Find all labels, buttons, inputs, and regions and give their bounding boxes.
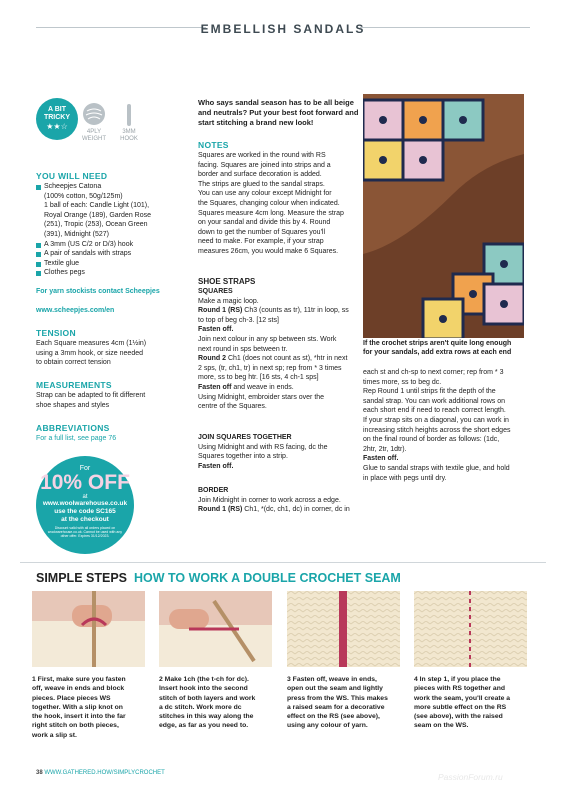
list-item: Scheepjes Catona — [36, 182, 176, 192]
promo-fine-print: Discount valid with all orders placed on woolwarehouse.co.uk. Cannot be used with any other offer. Expires 31/12/2023. — [47, 526, 123, 538]
list-item: A pair of sandals with straps — [36, 249, 176, 259]
measurements-text: Strap can be adapted to fit different shoe shapes and styles — [36, 392, 146, 409]
step-1-text: 1 First, make sure you fasten off, weave in ends and block pieces. Place pieces WS together. With a slip knot on the hook, insert it into the far right stitch on both pieces, work a slip st. — [32, 676, 126, 739]
simple-steps-title: SIMPLE STEPS HOW TO WORK A DOUBLE CROCHET SEAM — [36, 571, 401, 585]
difficulty-line2: TRICKY — [43, 114, 71, 121]
list-item: Royal Orange (189), Garden Rose — [44, 211, 151, 219]
shoe-straps-heading: SHOE STRAPS — [198, 277, 256, 286]
tension-heading: TENSION — [36, 328, 76, 338]
step-2-photo — [159, 591, 272, 667]
promo-site: www.woolwarehouse.co.uk — [42, 500, 128, 507]
page-header-title: EMBELLISH SANDALS — [200, 22, 366, 36]
notes-text: Squares are worked in the round with RS facing. Squares are joined into strips and a border and surface decoration is added. The strips are glued to the sandal straps. You can use any colour except Midnight for the Squares, changing colour when indicated. Squares measure 4cm long. Measure the strap on your sandal and divide this by 4. Round down to get the number of Squares you'll need to make. For example, if your strap measures 26cm, you would make 6 Squares. — [198, 152, 344, 255]
watermark: PassionForum.ru — [438, 772, 503, 782]
materials-list — [36, 182, 176, 278]
difficulty-stars: ★★☆ — [46, 122, 68, 131]
list-item: (251), Tropic (253), Ocean Green — [44, 221, 148, 229]
list-item: (391), Midnight (527) — [44, 230, 109, 238]
photo-caption: If the crochet strips aren't quite long enough for your sandals, add extra rows at each end — [363, 340, 512, 357]
page-footer — [36, 770, 165, 776]
step-4-photo — [414, 591, 527, 667]
measurements-heading: MEASUREMENTS — [36, 380, 112, 390]
abbreviations-text: For a full list, see page 76 — [36, 435, 117, 442]
stockists-link[interactable]: www.scheepjes.com/en — [36, 307, 115, 314]
abbreviations-heading: ABBREVIATIONS — [36, 423, 110, 433]
yarn-ball-icon — [83, 103, 105, 125]
promo-checkout: at the checkout — [61, 516, 109, 523]
list-item: Clothes pegs — [36, 268, 176, 278]
shoe-straps-text: SQUARES Make a magic loop. Round 1 (RS) Ch3 (counts as tr), 11tr in loop, ss to top of beg ch-3. [12 sts] Fasten off. Join next colour in any sp between sts. Work next round in sps between tr. Round 2 Ch1 (does not count as st), *htr in next 2 sps, (tr, ch1, tr) in next sp; rep from * 3 times more, ss to beg htr. [16 sts, 4 ch-1 sps] Fasten off and weave in ends. Using Midnight, embroider stars over the centre of the Squares. — [198, 288, 349, 411]
stockists-text: For yarn stockists contact Scheepjes — [36, 288, 160, 295]
hook-size-label: 3MM HOOK — [120, 129, 138, 142]
you-will-need-heading: YOU WILL NEED — [36, 171, 108, 181]
list-item: (100% cotton, 50g/125m) — [44, 192, 123, 200]
step-3-text: 3 Fasten off, weave in ends, open out the seam and lightly press from the WS. This makes a raised seam for a decorative effect on the RS (see above), using any colour of yarn. — [287, 676, 388, 730]
step-3-photo — [287, 591, 400, 667]
step-2-text: 2 Make 1ch (the t-ch for dc). Insert hook into the second stitch of both layers and work a dc stitch. Work more dc stitches in this way along the edge, as far as you need to. — [159, 676, 256, 730]
intro-text: Who says sandal season has to be all beige and neutrals? Put your best foot forward and start stitching a brand new look! — [198, 98, 359, 127]
crochet-hook-icon — [120, 103, 138, 127]
promo-code: use the code SC165 — [54, 508, 116, 515]
yarn-weight-label: 4PLY WEIGHT — [82, 129, 106, 142]
difficulty-line1: A BIT — [47, 106, 67, 113]
promo-at: at — [82, 494, 88, 500]
promo-offer: 10% OFF — [40, 471, 130, 494]
join-squares-text: JOIN SQUARES TOGETHER Using Midnight and with RS facing, dc the Squares together into a strip. Fasten off. — [198, 434, 328, 470]
discount-promo-badge — [36, 456, 134, 554]
notes-heading: NOTES — [198, 140, 229, 150]
list-item: A 3mm (US C/2 or D/3) hook — [36, 240, 176, 250]
border-text: BORDER Join Midnight in corner to work across a edge. Round 1 (RS) Ch1, *(dc, ch1, dc) in corner, dc in — [198, 487, 350, 514]
tension-text: Each Square measures 4cm (1½in) using a 3mm hook, or size needed to obtain correct tension — [36, 340, 147, 367]
step-4-text: 4 In step 1, if you place the pieces with RS together and work the seam, you'll create a more subtle effect on the RS (see above), with the raised seam on the WS. — [414, 676, 511, 730]
sandal-strap-photo — [363, 94, 524, 338]
difficulty-badge — [36, 98, 78, 140]
list-item: Textile glue — [36, 259, 176, 269]
promo-for: For — [79, 465, 91, 472]
step-1-photo — [32, 591, 145, 667]
border-instructions-cont: each st and ch-sp to next corner; rep from * 3 times more, ss to beg dc. Rep Round 1 until strips fit the depth of the sandal strap. You can work additional rows on each short end if need to reach correct length. If your strap sits on a diagonal, you can work in increasing stitch heights across the short edges on the final round of border as follows: (1dc, 2htr, 2tr, 1dtr). Fasten off. Glue to sandal straps with textile glue, and hold in place with pegs until dry. — [363, 369, 511, 482]
footer-site[interactable]: WWW.GATHERED.HOW/SIMPLYCROCHET — [44, 770, 165, 776]
list-item: 1 ball of each: Candle Light (101), — [44, 202, 150, 210]
page-number: 38 — [36, 770, 43, 776]
